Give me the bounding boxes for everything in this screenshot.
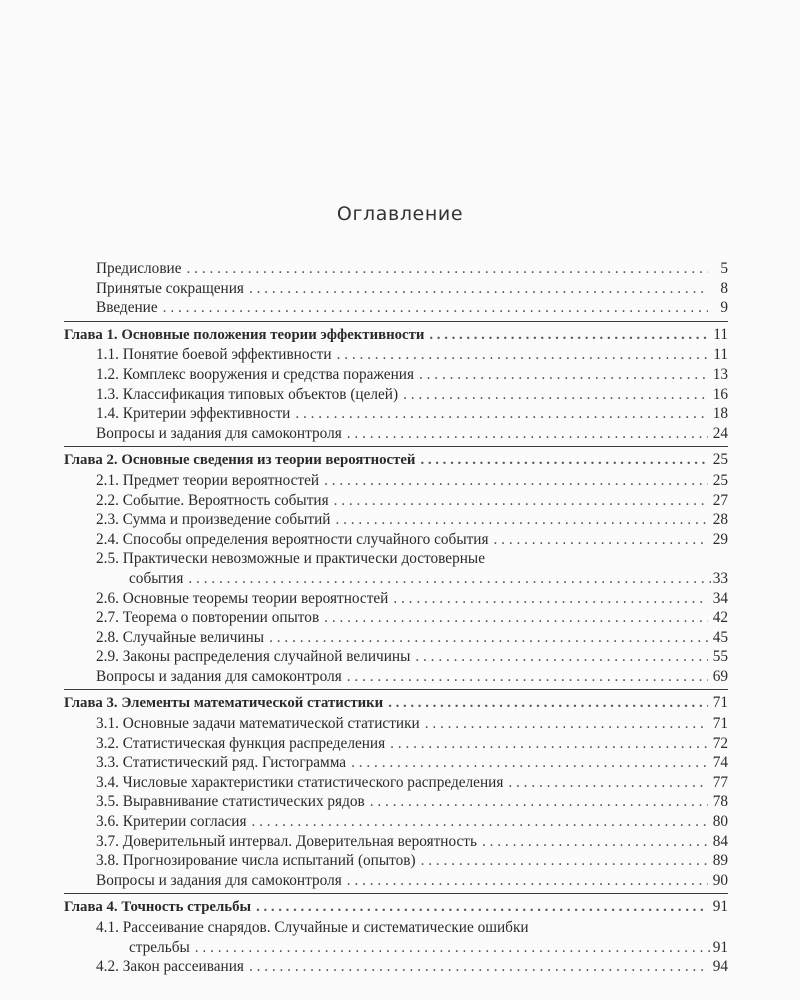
- toc-entry[interactable]: [64, 471, 728, 491]
- toc-entry[interactable]: [64, 753, 728, 773]
- chapter-heading[interactable]: [64, 897, 728, 918]
- page-number: 11: [713, 346, 728, 364]
- entry-label: 2.9. Законы распределения случайной величины: [96, 648, 411, 666]
- entry-label: Глава 1. Основные положения теории эффективности: [64, 326, 425, 343]
- toc-entry[interactable]: [64, 851, 728, 871]
- page-number: 34: [712, 589, 728, 607]
- dot-leader: [335, 510, 708, 530]
- entry-label: 3.7. Доверительный интервал. Доверительная вероятность: [96, 832, 477, 850]
- page-number: 80: [712, 813, 728, 831]
- page-number: 45: [712, 628, 728, 646]
- entry-label: Глава 4. Точность стрельбы: [64, 899, 252, 916]
- dot-leader: [347, 667, 708, 687]
- entry-label: Принятые сокращения: [96, 279, 244, 297]
- dot-leader: [334, 491, 708, 511]
- chapter-block: [64, 689, 728, 890]
- entry-label: 2.1. Предмет теории вероятностей: [96, 471, 320, 489]
- entry-continuation: [96, 569, 728, 589]
- dot-leader: [256, 898, 708, 918]
- page-number: 25: [712, 451, 728, 469]
- page-number: 11: [713, 325, 728, 343]
- entry-label: Введение: [96, 299, 158, 317]
- dot-leader: [269, 628, 708, 648]
- dot-leader: [393, 589, 708, 609]
- toc-entry[interactable]: [64, 792, 728, 812]
- toc-entry[interactable]: [64, 832, 728, 852]
- chapter-heading[interactable]: [64, 325, 728, 346]
- toc-entry[interactable]: [64, 530, 728, 550]
- dot-leader: [421, 851, 708, 871]
- page-number: 13: [712, 365, 728, 383]
- entry-label: 3.1. Основные задачи математической статистики: [96, 715, 420, 733]
- page-number: 91: [712, 938, 728, 956]
- chapter-divider: [64, 446, 728, 447]
- entry-label-cont: стрельбы: [129, 938, 190, 956]
- toc-entry[interactable]: [64, 957, 728, 977]
- entry-label-cont: события: [129, 569, 184, 587]
- page-number: 25: [712, 471, 728, 489]
- page-number: 71: [712, 715, 728, 733]
- toc-entry[interactable]: [64, 345, 728, 365]
- entry-label: 3.5. Выравнивание статистических рядов: [96, 793, 365, 811]
- entry-label: 1.4. Критерии эффективности: [96, 405, 291, 423]
- toc-entry[interactable]: [64, 424, 728, 444]
- page-number: 84: [712, 832, 728, 850]
- front-matter-entry[interactable]: [64, 279, 728, 299]
- dot-leader: [324, 608, 708, 628]
- entry-label: 4.1. Рассеивание снарядов. Случайные и систематические ошибки: [96, 919, 529, 936]
- toc-entry[interactable]: [64, 491, 728, 511]
- page-number: 28: [712, 511, 728, 529]
- page-number: 94: [712, 958, 728, 976]
- dot-leader: [508, 773, 708, 793]
- entry-label: 3.6. Критерии согласия: [96, 813, 247, 831]
- entry-label: 2.3. Сумма и произведение событий: [96, 511, 331, 529]
- entry-label: 3.3. Статистический ряд. Гистограмма: [96, 754, 347, 772]
- toc-entry[interactable]: [64, 647, 728, 667]
- page-number: 18: [712, 405, 728, 423]
- page-number: 8: [720, 279, 728, 297]
- dot-leader: [249, 279, 708, 299]
- dot-leader: [347, 871, 708, 891]
- dot-leader: [347, 424, 708, 444]
- page-number: 74: [712, 754, 728, 772]
- toc-entry[interactable]: [64, 404, 728, 424]
- entry-label: 3.4. Числовые характеристики статистического распределения: [96, 773, 504, 791]
- entry-label: 2.6. Основные теоремы теории вероятностей: [96, 589, 389, 607]
- page-number: 77: [712, 773, 728, 791]
- page-number: 9: [720, 299, 728, 317]
- page-number: 33: [712, 569, 728, 587]
- dot-leader: [337, 345, 708, 365]
- page-number: 69: [712, 667, 728, 685]
- dot-leader: [252, 812, 709, 832]
- page-number: 27: [712, 491, 728, 509]
- dot-leader: [351, 753, 708, 773]
- entry-label: Вопросы и задания для самоконтроля: [96, 424, 342, 442]
- toc-entry[interactable]: [64, 365, 728, 385]
- page-number: 29: [712, 530, 728, 548]
- entry-label: Глава 3. Элементы математической статистики: [64, 695, 384, 712]
- toc-entry[interactable]: [64, 510, 728, 530]
- chapter-block: [64, 893, 728, 976]
- page-number: 89: [712, 852, 728, 870]
- dot-leader: [249, 957, 708, 977]
- page-number: 16: [712, 385, 728, 403]
- entry-label: 1.2. Комплекс вооружения и средства поражения: [96, 365, 414, 383]
- dot-leader: [163, 298, 708, 318]
- dot-leader: [419, 365, 708, 385]
- page-title: Оглавление: [336, 203, 464, 225]
- entry-label: 3.2. Статистическая функция распределения: [96, 734, 386, 752]
- dot-leader: [295, 404, 708, 424]
- entry-label: 2.8. Случайные величины: [96, 628, 265, 646]
- page-number: 78: [712, 793, 728, 811]
- toc-entry[interactable]: [64, 871, 728, 891]
- dot-leader: [482, 832, 708, 852]
- entry-label: Вопросы и задания для самоконтроля: [96, 871, 342, 889]
- page-number: 42: [712, 609, 728, 627]
- entry-label: 2.4. Способы определения вероятности случайного события: [96, 530, 489, 548]
- entry-label: 1.1. Понятие боевой эффективности: [96, 346, 332, 364]
- chapter-heading[interactable]: [64, 450, 728, 471]
- dot-leader: [403, 385, 708, 405]
- entry-label: Глава 2. Основные сведения из теории вероятностей: [64, 452, 416, 469]
- dot-leader: [415, 647, 708, 667]
- toc-entry[interactable]: [64, 549, 728, 588]
- dot-leader: [494, 530, 708, 550]
- dot-leader: [388, 694, 708, 714]
- entry-label: 3.8. Прогнозирование числа испытаний (опытов): [96, 852, 416, 870]
- dot-leader: [195, 938, 711, 958]
- toc-entry[interactable]: [64, 628, 728, 648]
- chapter-block: [64, 446, 728, 686]
- entry-label: 4.2. Закон рассеивания: [96, 958, 244, 976]
- dot-leader: [324, 471, 708, 491]
- toc-entry[interactable]: [64, 714, 728, 734]
- entry-label: Вопросы и задания для самоконтроля: [96, 667, 342, 685]
- page-number: 55: [712, 648, 728, 666]
- toc-entry[interactable]: [64, 918, 728, 957]
- entry-label: Предисловие: [96, 260, 182, 277]
- dot-leader: [370, 792, 708, 812]
- table-of-contents: [64, 259, 728, 977]
- entry-label: 2.5. Практически невозможные и практически достоверные: [96, 550, 486, 568]
- chapter-heading[interactable]: [64, 693, 728, 714]
- page-number: 24: [712, 424, 728, 442]
- chapters: [64, 321, 728, 977]
- entry-label: 1.3. Классификация типовых объектов (целей): [96, 385, 399, 403]
- front-matter: [64, 259, 728, 318]
- dot-leader: [420, 451, 708, 471]
- page-number: 90: [712, 871, 728, 889]
- chapter-divider: [64, 321, 728, 322]
- dot-leader: [429, 326, 708, 346]
- toc-entry[interactable]: [64, 385, 728, 405]
- dot-leader: [188, 569, 710, 589]
- toc-entry[interactable]: [64, 734, 728, 754]
- front-matter-entry[interactable]: [64, 259, 728, 279]
- page-number: 71: [712, 694, 728, 712]
- chapter-divider: [64, 689, 728, 690]
- chapter-divider: [64, 893, 728, 894]
- page-number: 72: [712, 734, 728, 752]
- entry-continuation: [96, 938, 728, 958]
- toc-entry[interactable]: [64, 608, 728, 628]
- toc-entry[interactable]: [64, 812, 728, 832]
- entry-label: 2.7. Теорема о повторении опытов: [96, 609, 320, 627]
- page-number: 91: [712, 898, 728, 916]
- dot-leader: [425, 714, 708, 734]
- toc-entry[interactable]: [64, 589, 728, 609]
- front-matter-entry[interactable]: [64, 298, 728, 318]
- dot-leader: [187, 259, 708, 279]
- chapter-block: [64, 321, 728, 444]
- toc-entry[interactable]: [64, 667, 728, 687]
- page-number: 5: [720, 260, 728, 277]
- entry-label: 2.2. Событие. Вероятность события: [96, 491, 329, 509]
- toc-entry[interactable]: [64, 773, 728, 793]
- dot-leader: [390, 734, 708, 754]
